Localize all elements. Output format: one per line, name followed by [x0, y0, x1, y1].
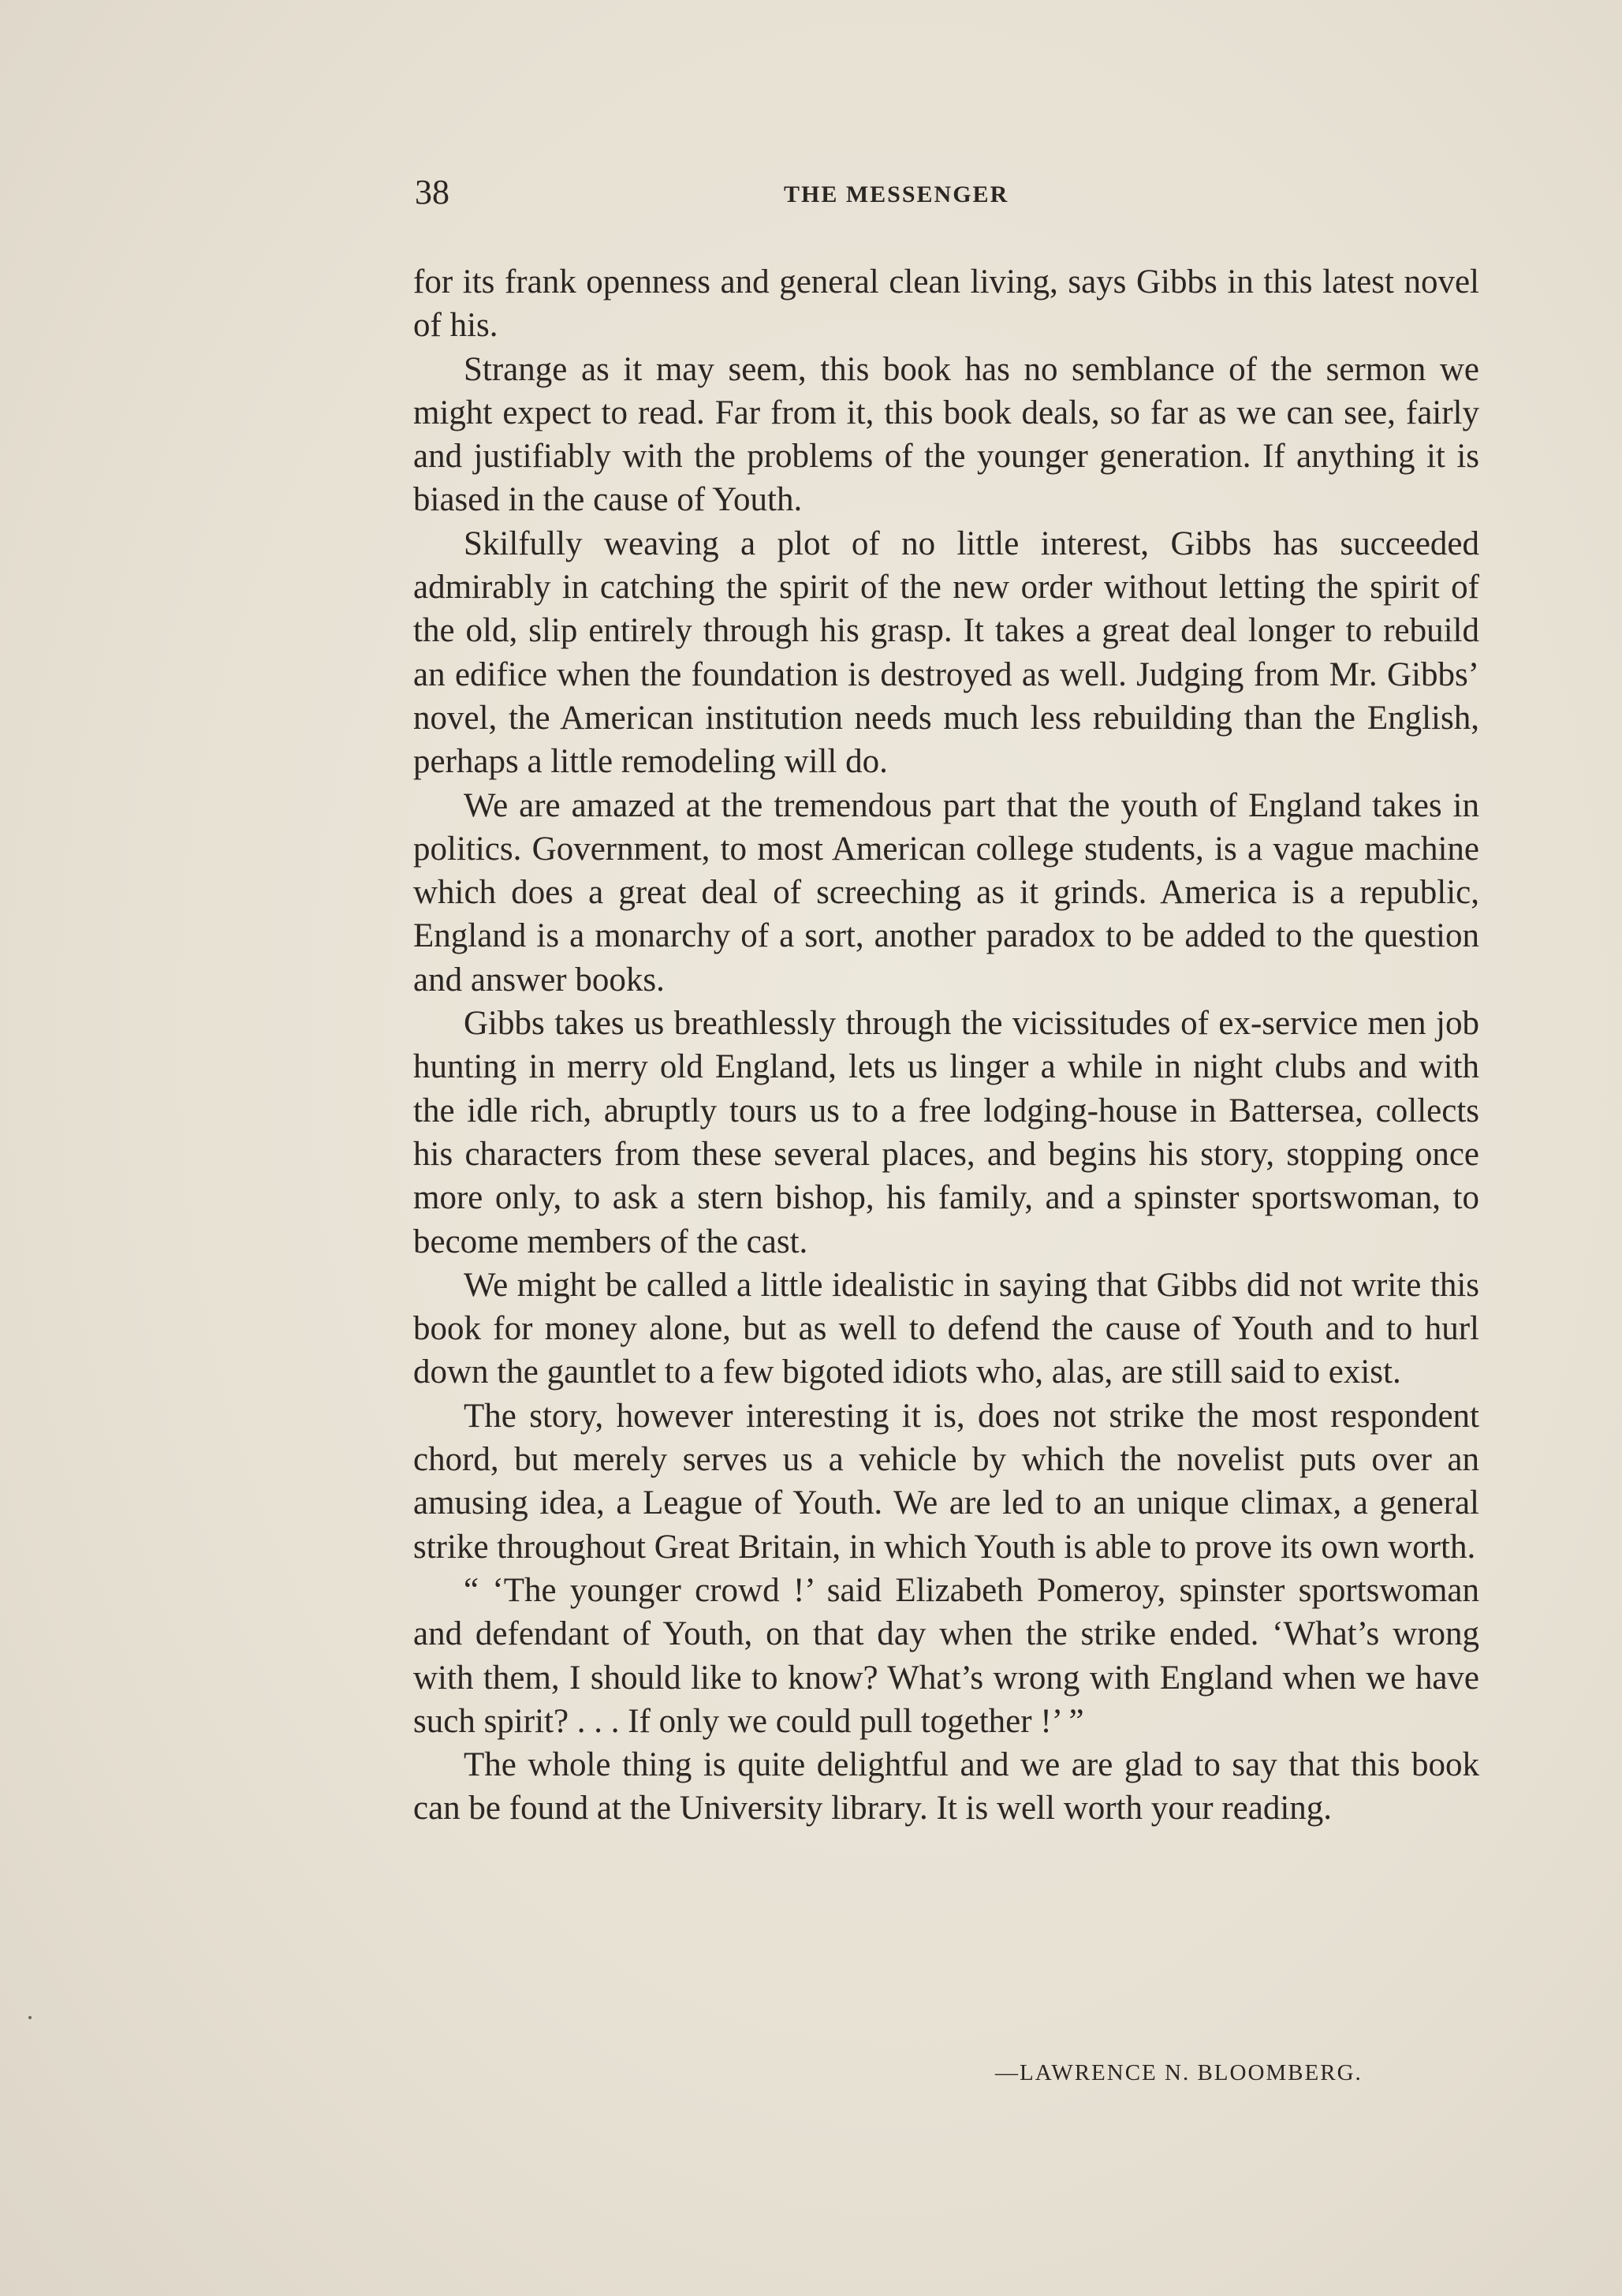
paragraph: We are amazed at the tremendous part that the youth of England takes in politics. Government, to most American college students, is a vague machine which does a great deal of screeching as it grinds. America is a republic, England is a monarchy of a sort, another paradox to be added to the question and answer books.: [413, 786, 1479, 999]
paragraph: Gibbs takes us breathlessly through the vicissitudes of ex-service men job hunting in merry old England, lets us linger a while in night clubs and with the idle rich, abruptly tours us to a free lodging-house in Battersea, collects his characters from these several places, and begins his story, stopping once more only, to ask a stern bishop, his family, and a spinster sportswoman, to become members of the cast.: [413, 1005, 1479, 1260]
paragraph: The whole thing is quite delightful and we are glad to say that this book can be found at the University library. It is well worth your reading.: [413, 1746, 1479, 1827]
author-signature: —LAWRENCE N. BLOOMBERG.: [995, 2060, 1363, 2085]
paragraph: Strange as it may seem, this book has no semblance of the sermon we might expect to read. Far from it, this book deals, so far as we can see, fairly and justifiably with the problems of the younger generation. If anything it is biased in the cause of Youth.: [413, 350, 1479, 519]
journal-title: THE MESSENGER: [784, 181, 1009, 207]
paragraph: We might be called a little idealistic in saying that Gibbs did not write this book for money alone, but as well to defend the cause of Youth and to hurl down the gauntlet to a few bigoted idiots who, alas, are still said to exist.: [413, 1266, 1479, 1391]
paragraph: Skilfully weaving a plot of no little interest, Gibbs has succeeded admirably in catching the spirit of the new order without letting the spirit of the old, slip entirely through his grasp. It takes a great deal longer to rebuild an edifice when the foundation is destroyed as well. Judging from Mr. Gibbs’ novel, the American institution needs much less rebuilding than the English, perhaps a little remodeling will do.: [413, 525, 1479, 781]
page-number: 38: [415, 173, 449, 211]
paper-speck: [28, 2016, 32, 2019]
paragraph: The story, however interesting it is, does not strike the most respondent chord, but merely serves us a vehicle by which the novelist puts over an amusing idea, a League of Youth. We are led to an unique climax, a general strike throughout Great Britain, in which Youth is able to prove its own worth.: [413, 1397, 1479, 1566]
paragraph-continued: for its frank openness and general clean living, says Gibbs in this latest novel of his.: [413, 263, 1479, 345]
article-body: [413, 260, 1479, 1831]
running-head: [415, 172, 1479, 219]
paragraph-quotation: “ ‘The younger crowd !’ said Elizabeth Pomeroy, spinster sportswoman and defendant of Youth, on that day when the strike ended. ‘What’s wrong with them, I should like to know? What’s wrong with England when we have such spirit? . . . If only we could pull together !’ ”: [413, 1571, 1479, 1740]
